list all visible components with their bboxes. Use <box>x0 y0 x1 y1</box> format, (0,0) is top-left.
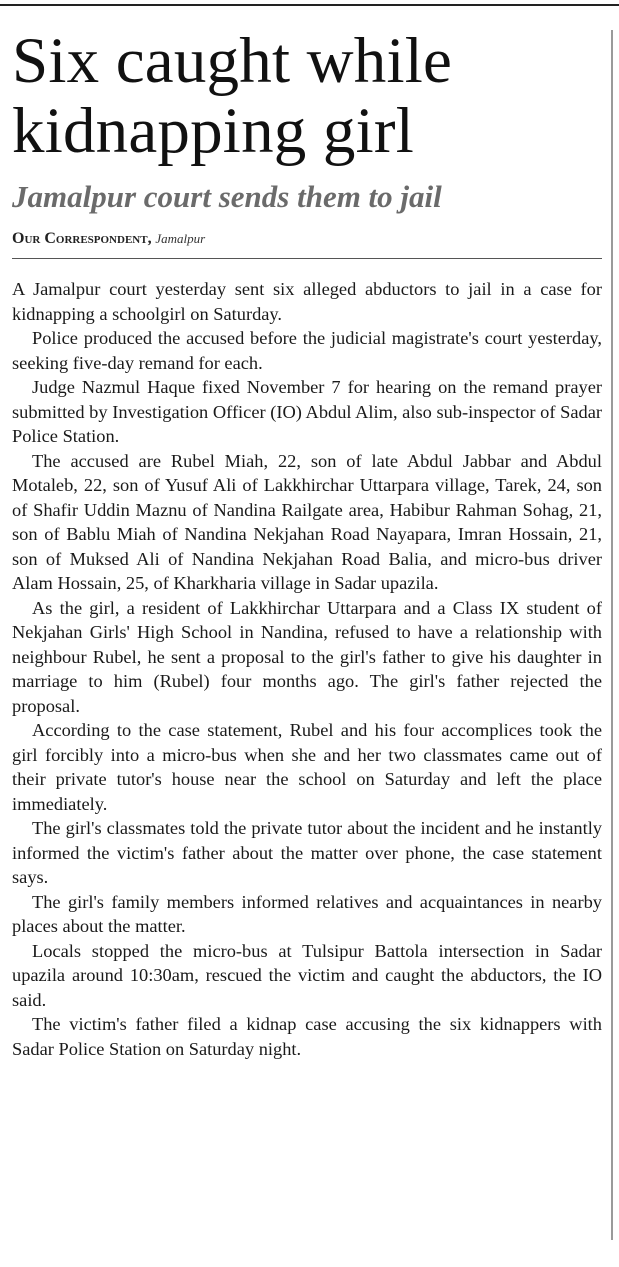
paragraph: The girl's classmates told the private tutor about the incident and he instantly informed the victim's father about the matter over phone, the case statement says. <box>12 818 602 887</box>
article-body <box>12 277 602 1061</box>
paragraph: According to the case statement, Rubel and his four accomplices took the girl forcibly into a micro-bus when she and her two classmates came out of their private tutor's house near the school on Saturday and left the place immediately. <box>12 720 602 814</box>
paragraph: The victim's father filed a kidnap case accusing the six kidnappers with Sadar Police Station on Saturday night. <box>12 1014 602 1059</box>
byline <box>12 230 602 248</box>
news-article <box>12 26 602 1061</box>
paragraph: Police produced the accused before the judicial magistrate's court yesterday, seeking five-day remand for each. <box>12 328 602 373</box>
paragraph: Locals stopped the micro-bus at Tulsipur Battola intersection in Sadar upazila around 10:30am, rescued the victim and caught the abductors, the IO said. <box>12 940 602 1010</box>
paragraph: A Jamalpur court yesterday sent six alleged abductors to jail in a case for kidnapping a schoolgirl on Saturday. <box>12 279 602 324</box>
paragraph: Judge Nazmul Haque fixed November 7 for hearing on the remand prayer submitted by Investigation Officer (IO) Abdul Alim, also sub-inspector of Sadar Police Station. <box>12 377 602 446</box>
paragraph: As the girl, a resident of Lakkhirchar Uttarpara and a Class IX student of Nekjahan Girls' High School in Nandina, refused to have a relationship with neighbour Rubel, he sent a proposal to the girl's father to give his daughter in marriage to him (Rubel) four months ago. The girl's father rejected the proposal. <box>12 597 602 716</box>
column-rule <box>611 30 613 1240</box>
byline-place: Jamalpur <box>155 231 206 246</box>
headline: Six caught while kidnapping girl <box>12 25 453 167</box>
top-rule <box>0 4 619 6</box>
paragraph: The accused are Rubel Miah, 22, son of late Abdul Jabbar and Abdul Motaleb, 22, son of Yusuf Ali of Lakkhirchar Uttarpara village, Tarek, 24, son of Shafir Uddin Maznu of Nandina Railgate area, Habibur Rahman Sohag, 21, son of Bablu Miah of Nandina Nekjahan Road Nayapara, Imran Hossain, 21, son of Muksed Ali of Nandina Nekjahan Road Balia, and micro-bus driver Alam Hossain, 25, of Kharkharia village in Sadar upazila. <box>12 450 602 593</box>
byline-divider <box>12 258 602 259</box>
sub-headline: Jamalpur court sends them to jail <box>12 179 442 214</box>
byline-name: Our Correspondent, <box>12 230 152 247</box>
paragraph: The girl's family members informed relatives and acquaintances in nearby places about the matter. <box>12 891 602 936</box>
